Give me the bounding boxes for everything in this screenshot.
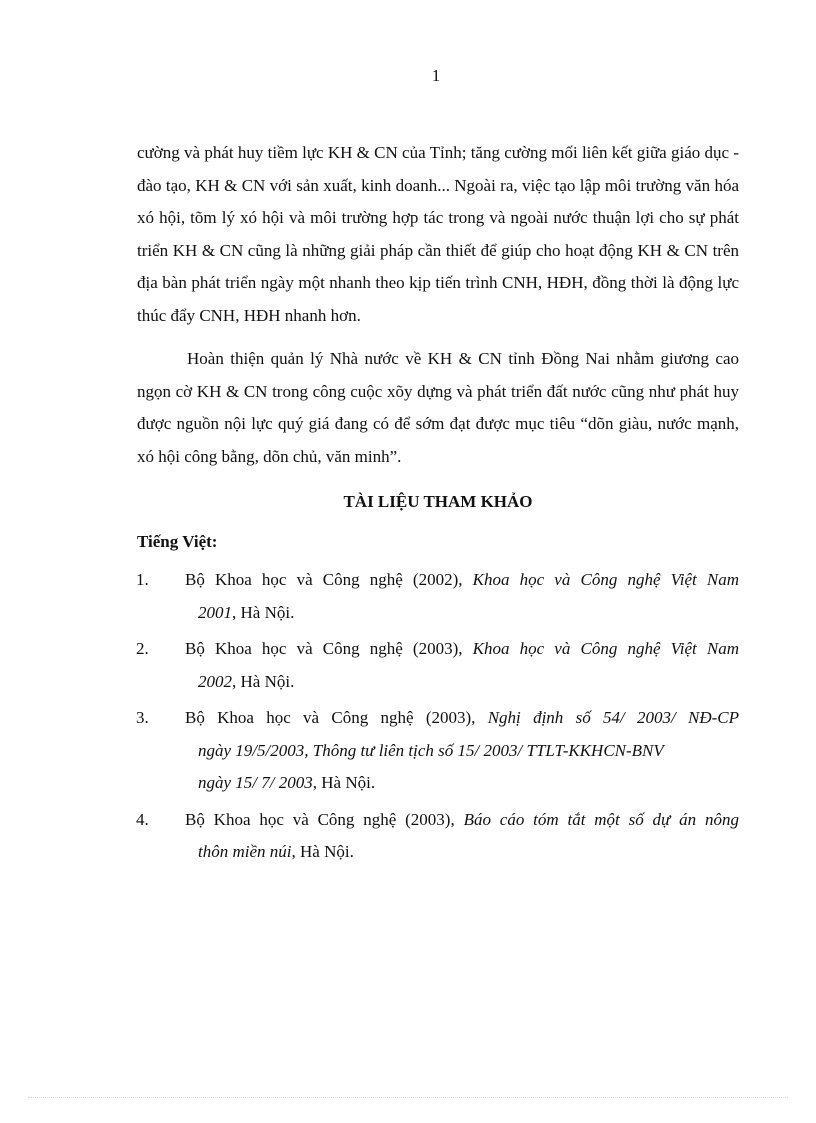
body-paragraph-2: Hoàn thiện quản lý Nhà nước về KH & CN tỉnh Đồng Nai nhằm giương cao ngọn cờ KH & CN trong công cuộc xõy dựng và phát triển đất nước cũng như phát huy được nguồn nội lực quý giá đang có để sớm đạt được mục tiêu “dõn giàu, nước mạnh, xó hội công bằng, dõn chủ, văn minh”. (137, 349, 739, 466)
reference-title-end: 2001 (198, 602, 232, 622)
reference-title: Khoa học và Công nghệ Việt Nam (472, 639, 740, 658)
reference-number: 2. (136, 639, 149, 658)
reference-item-3 (137, 702, 739, 800)
reference-author: Bộ Khoa học và Công nghệ (2002), (185, 570, 463, 589)
reference-line (185, 564, 739, 597)
reference-place: , Hà Nội. (312, 773, 376, 792)
reference-title-end: thôn miền núi (198, 842, 292, 861)
reference-title-mid: ngày 19/5/2003, Thông tư liên tịch số 15/ 2003/ TTLT-KKHCN-BNV (198, 740, 664, 760)
reference-author: Bộ Khoa học và Công nghệ (2003), (185, 639, 463, 658)
reference-continuation (185, 767, 739, 800)
reference-title: Nghị định số 54/ 2003/ NĐ-CP (487, 708, 739, 727)
reference-line (185, 702, 739, 735)
reference-place: , Hà Nội. (232, 671, 295, 691)
reference-list (137, 564, 739, 869)
references-heading: TÀI LIỆU THAM KHẢO (343, 492, 533, 511)
reference-line (185, 633, 739, 666)
reference-item-2 (137, 633, 739, 698)
reference-continuation (185, 735, 739, 768)
reference-continuation (185, 836, 739, 869)
reference-item-1 (137, 564, 739, 629)
reference-title-end: 2002 (198, 671, 232, 691)
reference-title: Khoa học và Công nghệ Việt Nam (472, 570, 740, 589)
reference-item-4 (137, 804, 739, 869)
reference-place: , Hà Nội. (291, 842, 354, 861)
reference-title-end: ngày 15/ 7/ 2003 (198, 773, 313, 792)
reference-place: , Hà Nội. (232, 602, 295, 622)
references-subheading: Tiếng Việt: (137, 532, 218, 551)
page-bottom-divider (28, 1097, 788, 1098)
reference-title: Báo cáo tóm tắt một số dự án nông (463, 809, 740, 829)
reference-number: 1. (136, 570, 149, 589)
page-content (137, 137, 739, 869)
reference-continuation (185, 666, 739, 699)
reference-line (185, 804, 739, 837)
page-number: 1 (431, 66, 441, 85)
body-paragraph-1: cường và phát huy tiềm lực KH & CN của Tỉnh; tăng cường mối liên kết giữa giáo dục - đào tạo, KH & CN với sản xuất, kinh doanh... Ngoài ra, việc tạo lập môi trường văn hóa xó hội, tõm lý xó hội và môi trường hợp tác trong và ngoài nước thuận lợi cho sự phát triển KH & CN cũng là những giải pháp cần thiết để giúp cho hoạt động KH & CN trên địa bàn phát triển ngày một nhanh theo kịp tiến trình CNH, HĐH, đồng thời là động lực thúc đẩy CNH, HĐH nhanh hơn. (137, 143, 739, 325)
reference-author: Bộ Khoa học và Công nghệ (2003), (185, 708, 476, 727)
reference-author: Bộ Khoa học và Công nghệ (2003), (185, 809, 455, 829)
reference-continuation (185, 597, 739, 630)
reference-number: 3. (136, 708, 149, 727)
reference-number: 4. (136, 809, 149, 829)
